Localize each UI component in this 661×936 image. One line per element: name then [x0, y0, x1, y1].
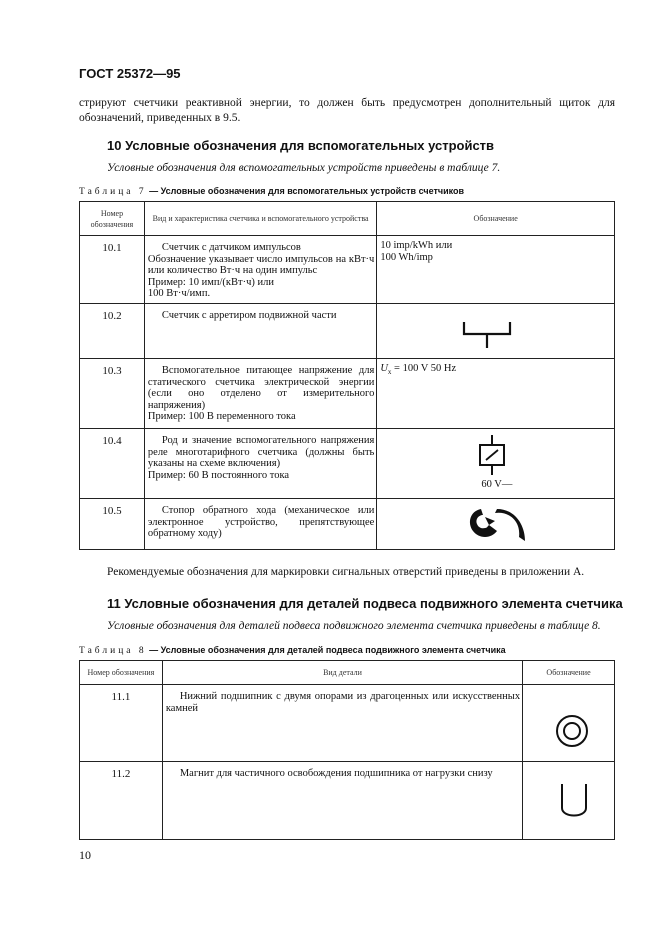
row-number: 10.5 [80, 499, 145, 550]
recommendation-text: Рекомендуемые обозначения для маркировки сигнальных отверстий приведены в приложении А. [107, 566, 585, 578]
description-heading: Нижний подшипник с двумя опорами из драгоценных или искусственных камней [165, 691, 521, 714]
table-row [80, 499, 615, 550]
row-symbol [377, 304, 615, 359]
relay-symbol-icon [475, 435, 509, 475]
table-row [80, 429, 615, 499]
row-number: 11.2 [80, 762, 163, 840]
table-8-header-row [80, 661, 615, 685]
table-8-caption [79, 645, 506, 656]
row-symbol [377, 499, 615, 550]
row-symbol [377, 429, 615, 499]
u-magnet-symbol-icon [559, 782, 589, 822]
table-row [80, 762, 615, 840]
table-row [80, 304, 615, 359]
table-7-header-number: Номер обозначения [80, 202, 145, 236]
symbol-variable: U [380, 363, 388, 374]
row-symbol [523, 685, 615, 762]
symbol-text [380, 363, 612, 379]
table-7 [79, 201, 615, 550]
row-symbol [377, 236, 615, 304]
row-description [144, 499, 376, 550]
table-7-caption [79, 186, 464, 197]
description-example: Пример: 60 В постоянного тока [147, 469, 290, 481]
row-symbol [523, 762, 615, 840]
description-heading: Вспомогательное питающее напряжение для статического счетчика электрической энергии (если оно отделено от измерительного напряжения) [147, 365, 375, 411]
row-description [162, 762, 522, 840]
description-text: Обозначение указывает число импульсов на кВт·ч или количество Вт·ч на один импульс [147, 253, 375, 276]
row-description [144, 304, 376, 359]
table-row [80, 685, 615, 762]
symbol-value: = 100 V 50 Hz [391, 363, 457, 374]
table-8-header-number: Номер обозначения [80, 661, 163, 685]
symbol-text-line-2: 100 Wh/imp [380, 251, 433, 263]
table-8-header-symbol: Обозначение [523, 661, 615, 685]
table-7-caption-prefix: Таблица 7 [79, 187, 147, 197]
table-7-header-symbol: Обозначение [377, 202, 615, 236]
row-symbol [377, 359, 615, 429]
row-number: 10.4 [80, 429, 145, 499]
intro-paragraph: стрируют счетчики реактивной энергии, то должен быть предусмотрен дополнительный щиток для обозначений, приведенных в 9.5. [79, 97, 615, 124]
backstop-symbol-icon [465, 503, 529, 547]
symbol-text-line-1: 10 imp/kWh или [380, 240, 453, 251]
row-number: 10.3 [80, 359, 145, 429]
description-example: Пример: 10 имп/(кВт·ч) или [147, 276, 274, 288]
description-heading: Счетчик с датчиком импульсов [161, 242, 301, 253]
section-10-subtitle: Условные обозначения для вспомогательных устройств приведены в таблице 7. [107, 162, 501, 174]
table-8 [79, 660, 615, 840]
table-7-caption-title: — Условные обозначения для вспомогательных устройств счетчиков [146, 186, 465, 196]
row-number: 10.1 [80, 236, 145, 304]
symbol-caption: 60 V— [481, 479, 513, 490]
row-description [144, 359, 376, 429]
row-description [144, 236, 376, 304]
table-row [80, 236, 615, 304]
arrestor-symbol-icon [460, 316, 520, 350]
section-11-title: 11 Условные обозначения для деталей подвеса подвижного элемента счетчика [107, 596, 623, 611]
table-8-caption-title: — Условные обозначения для деталей подвеса подвижного элемента счетчика [146, 645, 506, 655]
section-10-title: 10 Условные обозначения для вспомогательных устройств [107, 138, 495, 153]
row-description [162, 685, 522, 762]
table-row [80, 359, 615, 429]
table-8-header-detail: Вид детали [162, 661, 522, 685]
row-number: 11.1 [80, 685, 163, 762]
section-11-subtitle: Условные обозначения для деталей подвеса подвижного элемента счетчика приведены в таблице 8. [107, 620, 601, 632]
page-number: 10 [79, 848, 91, 862]
row-number: 10.2 [80, 304, 145, 359]
double-ring-symbol-icon [554, 713, 590, 749]
table-7-header-description: Вид и характеристика счетчика и вспомогательного устройства [144, 202, 376, 236]
document-header: ГОСТ 25372—95 [79, 66, 181, 81]
description-heading: Счетчик с арретиром подвижной части [161, 310, 337, 321]
table-8-caption-prefix: Таблица 8 [79, 646, 147, 656]
table-7-header-row [80, 202, 615, 236]
symbol-subscript: x [387, 368, 392, 377]
row-description [144, 429, 376, 499]
description-example: Пример: 100 В переменного тока [147, 411, 296, 422]
description-example-2: 100 Вт·ч/имп. [147, 288, 211, 299]
description-heading: Магнит для частичного освобождения подшипника от нагрузки снизу [179, 768, 493, 779]
description-heading: Стопор обратного хода (механическое или электронное устройство, препятствующее обратному ходу) [147, 505, 375, 539]
description-heading: Род и значение вспомогательного напряжения реле многотарифного счетчика (должны быть указаны на схеме включения) [147, 435, 375, 469]
